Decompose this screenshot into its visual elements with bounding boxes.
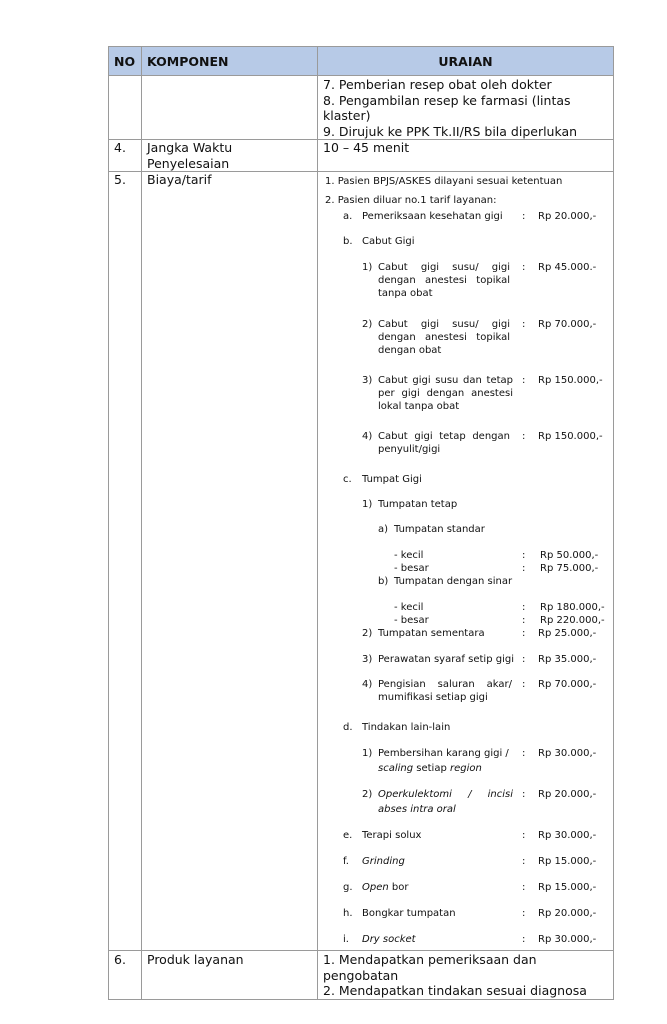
row-description: 10 – 45 menit [318, 140, 614, 172]
tariff-price: Rp 20.000,- [538, 211, 597, 222]
tariff-item: Cabut gigi susu/ gigi dengan anestesi topikal dengan obat [378, 319, 510, 356]
tariff-item: - besar [394, 615, 429, 626]
tariff-price: Rp 25.000,- [538, 628, 597, 639]
header-uraian: URAIAN [318, 47, 614, 76]
tariff-item: Cabut gigi susu/ gigi dengan anestesi topikal tanpa obat [378, 262, 510, 299]
tariff-note: 2. Pasien diluar no.1 tarif layanan: [325, 195, 497, 206]
header-no: NO [109, 47, 142, 76]
tariff-item: Cabut gigi susu dan tetap per gigi dengan anestesi lokal tanpa obat [378, 375, 513, 412]
row-component: Jangka Waktu Penyelesaian [142, 140, 318, 172]
row-number: 5. [109, 172, 142, 951]
tariff-category: Tindakan lain-lain [362, 722, 451, 733]
tariff-price: Rp 150.000,- [538, 375, 603, 386]
table-row [109, 76, 614, 140]
tariff-item: - besar [394, 563, 429, 574]
tariff-price: Rp 70.000,- [538, 319, 597, 330]
tariff-item: - kecil [394, 550, 424, 561]
tariff-price: Rp 20.000,- [538, 908, 597, 919]
tariff-item: Perawatan syaraf setip gigi [378, 654, 514, 665]
tariff-subcategory: Tumpatan dengan sinar [394, 576, 513, 587]
tariff-subcategory: Tumpatan tetap [378, 499, 458, 510]
tariff-price: Rp 50.000,- [540, 550, 599, 561]
tariff-price: Rp 20.000,- [538, 789, 597, 800]
table-row [109, 951, 614, 1000]
list-item: 1. Mendapatkan pemeriksaan dan pengobatan [323, 952, 537, 983]
tariff-item: Dry socket [362, 934, 416, 945]
procedure-step: 8. Pengambilan resep ke farmasi (lintas klaster) [323, 92, 571, 123]
tariff-item: Tumpatan sementara [378, 628, 485, 639]
table-row [109, 172, 614, 951]
tariff-price: Rp 15.000,- [538, 856, 597, 867]
tariff-price: Rp 180.000,- [540, 602, 605, 613]
tariff-item: Bongkar tumpatan [362, 908, 456, 919]
row-number: 6. [109, 951, 142, 1000]
row-number: 4. [109, 140, 142, 172]
tariff-price: Rp 220.000,- [540, 615, 605, 626]
tariff-price: Rp 30.000,- [538, 830, 597, 841]
header-komponen: KOMPONEN [142, 47, 318, 76]
tariff-item: Terapi solux [362, 830, 422, 841]
row-component: Produk layanan [142, 951, 318, 1000]
tariff-category: Tumpat Gigi [362, 474, 422, 485]
list-item: 2. Mendapatkan tindakan sesuai diagnosa [323, 983, 587, 998]
tariff-subcategory: Tumpatan standar [394, 524, 485, 535]
tariff-item: Pengisian saluran akar/ mumifikasi setiap gigi [378, 679, 512, 703]
tariff-category: Cabut Gigi [362, 236, 415, 247]
tariff-item: Pembersihan karang gigi / [378, 748, 509, 759]
service-standard-table [108, 46, 614, 1000]
tariff-item: Grinding [362, 856, 405, 867]
tariff-note: 1. Pasien BPJS/ASKES dilayani sesuai ketentuan [325, 176, 563, 187]
table-row [109, 140, 614, 172]
tariff-price: Rp 45.000.- [538, 262, 597, 273]
procedure-step: 7. Pemberian resep obat oleh dokter [323, 77, 552, 92]
tariff-price: Rp 30.000,- [538, 748, 597, 759]
row-component: Biaya/tarif [142, 172, 318, 951]
procedure-step: 9. Dirujuk ke PPK Tk.II/RS bila diperlukan [323, 123, 578, 139]
tariff-item: - kecil [394, 602, 424, 613]
tariff-price: Rp 15.000,- [538, 882, 597, 893]
tariff-list: 1. Pasien BPJS/ASKES dilayani sesuai ketentuan 2. Pasien diluar no.1 tarif layanan: a. Pemeriksaan kesehatan gigi : Rp 20.000,- b. Cabut Gigi 1) Cabut gigi susu/ gigi dengan anestesi topikal tanpa obat : Rp 45.000.- 2) Cabut gigi susu/ gigi dengan anestesi topikal dengan obat : Rp 70.000,- 3) Cabut gigi susu dan tetap per gigi dengan anestesi lokal tanpa obat : Rp 150.000,- 4) Cabut gigi tetap dengan penyulit/gigi : Rp 150.000,- c. Tumpat Gigi 1) Tumpatan tetap a) Tumpatan standar - kecil : Rp 50.000,- - besar : Rp 75.000,- b) Tumpatan dengan sinar - kecil : Rp 180.000,- - besar : Rp 220.000,- 2) Tumpatan sementara : Rp 25.000,- 3) Perawatan syaraf setip gigi : Rp 35.000,- 4) Pengisian saluran akar/ mumifikasi setiap gigi : Rp 70.000,- d. Tindakan lain-lain 1) Pembersihan karang gigi / scaling setiap region : Rp 30.000,- 2) Operkulektomi / incisi abses intra oral : Rp 20.000,- e. Terapi solux : Rp 30.000,- f. Grinding : Rp 15.000,- g. Open bor : Rp 15.000,- h. Bongkar tumpatan : Rp 20.000,- i. Dry socket : Rp 30.000,- [325, 176, 605, 945]
tariff-item: Open bor [362, 882, 409, 893]
tariff-price: Rp 75.000,- [540, 563, 599, 574]
tariff-item: Operkulektomi / incisi [378, 789, 513, 800]
tariff-price: Rp 30.000,- [538, 934, 597, 945]
table-header [109, 47, 614, 76]
tariff-item: Pemeriksaan kesehatan gigi [362, 211, 503, 222]
tariff-price: Rp 35.000,- [538, 654, 597, 665]
tariff-price: Rp 150.000,- [538, 431, 603, 442]
tariff-item: Cabut gigi tetap dengan penyulit/gigi [378, 431, 510, 455]
tariff-price: Rp 70.000,- [538, 679, 597, 690]
